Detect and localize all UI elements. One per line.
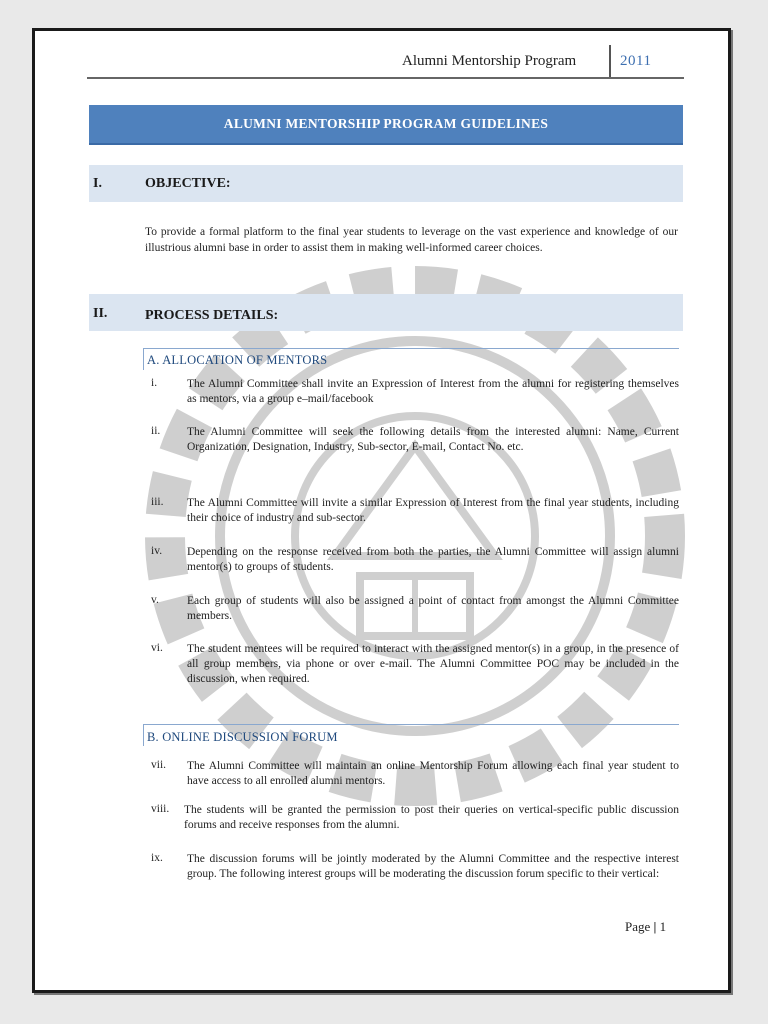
subsection-rule (143, 724, 144, 746)
page-number-value: 1 (659, 919, 667, 934)
section-title: OBJECTIVE: (145, 176, 231, 191)
subsection-rule (143, 348, 144, 370)
list-item: The Alumni Committee will invite a similar Expression of Interest from the final year students, including their choice of industry and sub-sector. (187, 497, 679, 524)
list-item-number: viii. (151, 803, 170, 815)
subsection-label: A. (147, 353, 160, 367)
list-item-number: vii. (151, 759, 167, 771)
list-item-number: v. (151, 594, 159, 606)
list-item: The students will be granted the permission to post their queries on vertical-specific public discussion forums and receive responses from the alumni. (184, 804, 679, 831)
list-item-number: iv. (151, 545, 163, 557)
subsection-rule (143, 348, 679, 349)
objective-paragraph: To provide a formal platform to the final year students to leverage on the vast experience and knowledge of our illustrious alumni base in order to assist them in making well-informed career choices. (145, 226, 678, 254)
list-item-number: ix. (151, 852, 163, 864)
document-page (32, 28, 731, 993)
list-item-number: vi. (151, 642, 163, 654)
list-item: The student mentees will be required to interact with the assigned mentor(s) in a group, in the presence of all group members, via phone or over e-mail. The Alumni Committee POC may be included in the discussion, when required. (187, 643, 679, 685)
subsection-heading (147, 730, 338, 745)
header-rule (87, 77, 684, 79)
list-item: The Alumni Committee will seek the following details from the interested alumni: Name, Current Organization, Designation, Industry, Sub-sector, E-mail, Contact No. etc. (187, 426, 679, 453)
page-separator: | (653, 919, 657, 934)
page-label: Page (625, 919, 651, 934)
header-separator (609, 45, 611, 79)
section-number: II. (93, 306, 108, 321)
subsection-title: ONLINE DISCUSSION FORUM (162, 730, 338, 744)
subsection-rule (143, 724, 679, 725)
list-item-number: i. (151, 377, 158, 389)
guidelines-banner: ALUMNI MENTORSHIP PROGRAM GUIDELINES (89, 105, 683, 145)
list-item: Each group of students will also be assigned a point of contact from amongst the Alumni Committee members. (187, 595, 679, 622)
list-item: The Alumni Committee shall invite an Expression of Interest from the alumni for registering themselves as mentors, via a group e–mail/facebook (187, 378, 679, 405)
header-year: 2011 (620, 53, 652, 69)
list-item: The Alumni Committee will maintain an online Mentorship Forum allowing each final year student to have access to all enrolled alumni mentors. (187, 760, 679, 787)
list-item-number: ii. (151, 425, 161, 437)
page-number (625, 919, 666, 935)
header-title: Alumni Mentorship Program (402, 53, 577, 69)
subsection-title: ALLOCATION OF MENTORS (162, 353, 328, 367)
subsection-label: B. (147, 730, 159, 744)
list-item: The discussion forums will be jointly moderated by the Alumni Committee and the respective interest group. The following interest groups will be moderating the discussion forum specific to their vertical: (187, 853, 679, 880)
subsection-heading (147, 353, 327, 368)
list-item-number: iii. (151, 496, 164, 508)
section-title: PROCESS DETAILS: (145, 308, 279, 323)
section-number: I. (93, 176, 102, 191)
list-item: Depending on the response received from both the parties, the Alumni Committee will assign alumni mentor(s) to groups of students. (187, 546, 679, 573)
